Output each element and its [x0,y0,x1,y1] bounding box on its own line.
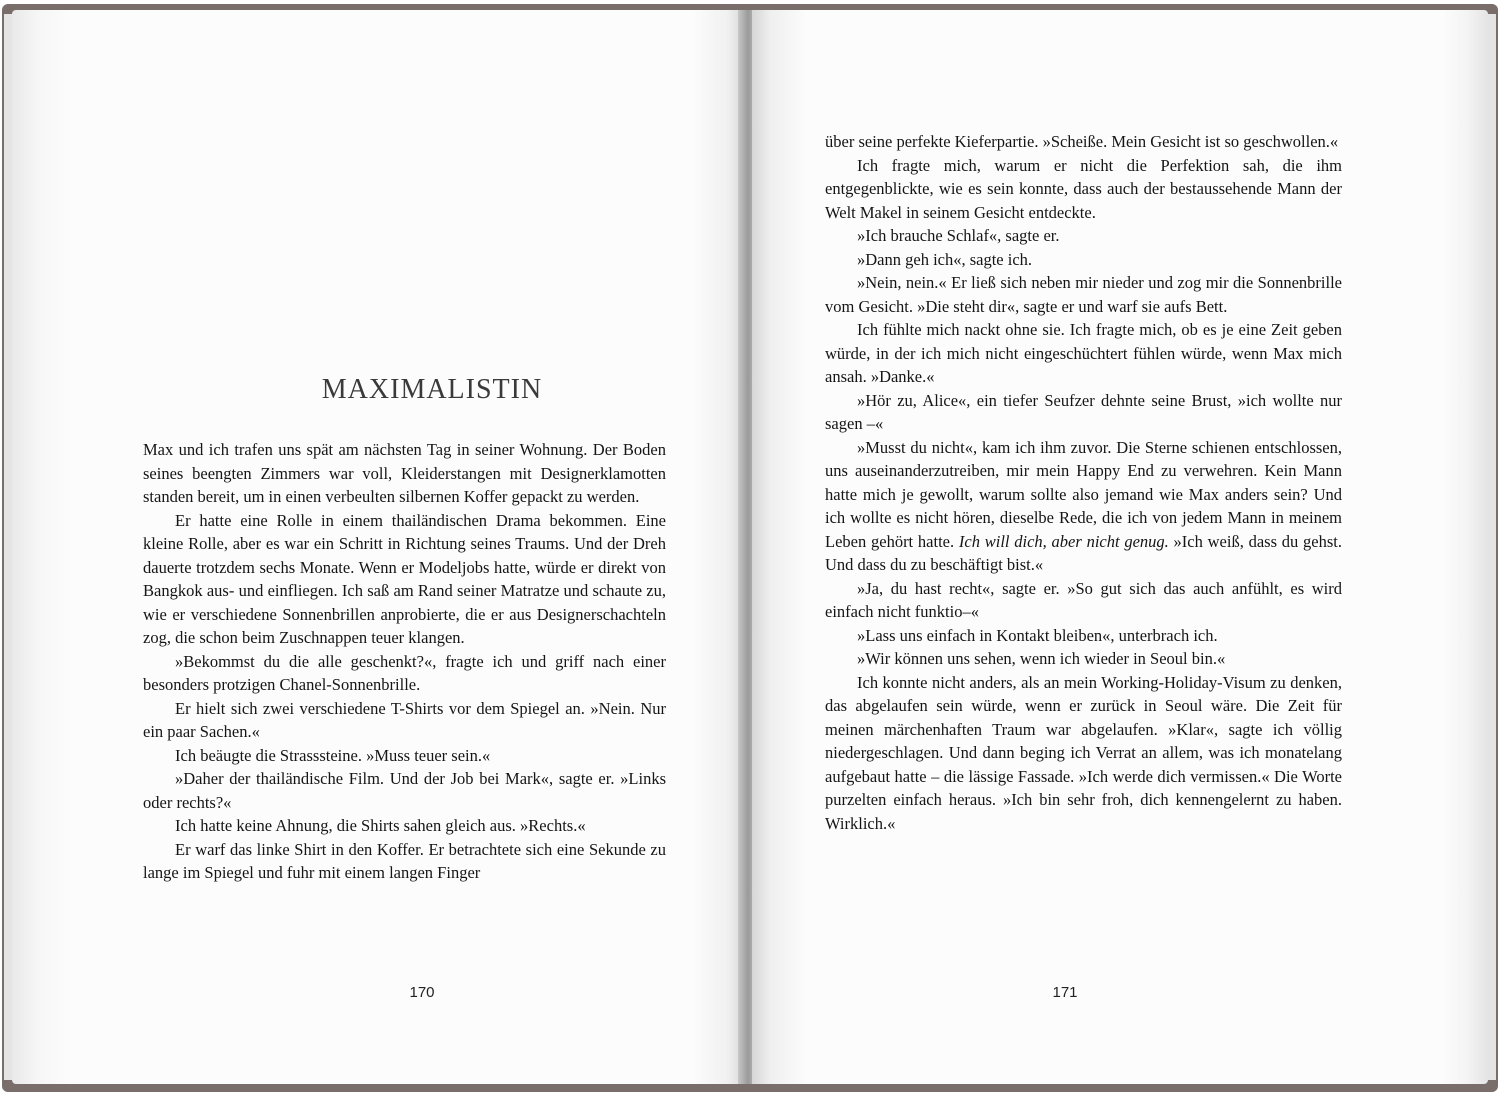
paragraph [825,436,1342,577]
paragraph: Ich fühlte mich nackt ohne sie. Ich fragte mich, ob es je eine Zeit geben würde, in der ich mich nicht eingeschüchtert fühlen würde, wenn Max mich ansah. »Danke.« [825,320,1342,386]
paragraph: Max und ich trafen uns spät am nächsten Tag in seiner Wohnung. Der Boden seines beengten Zimmers war voll, Kleiderstangen mit Designerklamotten standen bereit, um in einen verbeulten silbernen Koffer gepackt zu werden. [143,440,666,506]
paragraph: Er hatte eine Rolle in einem thailändischen Drama bekommen. Eine kleine Rolle, aber es war ein Schritt in Richtung seines Traums. Und der Dreh dauerte trotzdem sechs Monate. Wenn er Modeljobs hatte, würde er direkt von Bangkok aus- und einfliegen. Ich saß am Rand seiner Matratze und schaute zu, wie er verschiedene Sonnenbrillen anprobierte, die er aus Designerschachteln zog, die schon beim Zuschnappen teuer klangen. [143,510,666,647]
paragraph: »Daher der thailändische Film. Und der Job bei Mark«, sagte er. »Links oder rechts?« [143,769,666,812]
paragraph: »Lass uns einfach in Kontakt bleiben«, unterbrach ich. [857,625,1218,645]
page-number-right: 171 [1052,984,1078,1001]
paragraph: Er warf das linke Shirt in den Koffer. Er betrachtete sich eine Sekunde zu lange im Spiegel und fuhr mit einem langen Finger [143,839,666,882]
right-page [752,10,1488,1084]
paragraph: »Dann geh ich«, sagte ich. [857,249,1033,269]
paragraph-text: »Ich weiß, dass du gehst. Und dass du zu beschäftigt bist.« [825,531,1343,574]
paragraph: »Nein, nein.« Er ließ sich neben mir nieder und zog mir die Sonnenbrille vom Gesicht. »Die steht dir«, sagte er und warf sie aufs Bett. [825,273,1342,316]
paragraph: Ich hatte keine Ahnung, die Shirts sahen gleich aus. »Rechts.« [175,816,586,835]
left-page [12,10,744,1084]
paragraph: »Ich brauche Schlaf«, sagte er. [857,226,1060,245]
paragraph: »Ja, du hast recht«, sagte er. »So gut sich das auch anfühlt, es wird einfach nicht funktio–« [825,578,1342,621]
paragraph: Ich fragte mich, warum er nicht die Perfektion sah, die ihm entgegenblickte, wie es sein konnte, dass auch der bestaussehende Mann der Welt Makel in seinem Gesicht entdeckte. [825,155,1342,222]
paragraph: »Hör zu, Alice«, ein tiefer Seufzer dehnte seine Brust, »ich wollte nur sagen –« [825,390,1342,433]
paragraph: Er hielt sich zwei verschiedene T-Shirts vor dem Spiegel an. »Nein. Nur ein paar Sachen.« [143,698,666,741]
left-page-text [143,438,666,885]
paragraph: »Bekommst du die alle geschenkt?«, fragte ich und griff nach einer besonders protzigen Chanel-Sonnenbrille. [143,651,666,694]
right-page-text [825,130,1342,835]
paragraph: über seine perfekte Kieferpartie. »Scheiße. Mein Gesicht ist so geschwollen.« [825,132,1339,151]
paragraph: Ich beäugte die Strasssteine. »Muss teuer sein.« [175,745,491,765]
page-number-left: 170 [409,984,435,1001]
italic-quote: Ich will dich, aber nicht genug. [958,531,1169,551]
paragraph-text: »Musst du nicht«, kam ich ihm zuvor. Die Sterne schienen entschlossen, uns auseinanderzutreiben, mir mein Happy End zu verwehren. Kein Mann hatte mich je gewollt, warum sollte also jemand wie Max anders sein? Und ich wollte es nicht hören, dieselbe Rede, die ich von jedem Mann in meinem Leben gehört hatte. [825,437,1342,551]
chapter-title: MAXIMALISTIN [321,373,543,405]
paragraph: »Wir können uns sehen, wenn ich wieder in Seoul bin.« [857,649,1226,668]
paragraph: Ich konnte nicht anders, als an mein Working-Holiday-Visum zu denken, das abgelaufen sein würde, wenn er zurück in Seoul wäre. Die Zeit für meinen märchenhaften Traum war abgelaufen. »Klar«, sagte ich völlig niedergeschlagen. Und dann beging ich Verrat an allem, was ich monatelang aufgebaut hatte – die lässige Fassade. »Ich werde dich vermissen.« Die Worte purzelten einfach heraus. »Ich bin sehr froh, dich kennengelernt zu haben. Wirklich.« [825,672,1342,833]
